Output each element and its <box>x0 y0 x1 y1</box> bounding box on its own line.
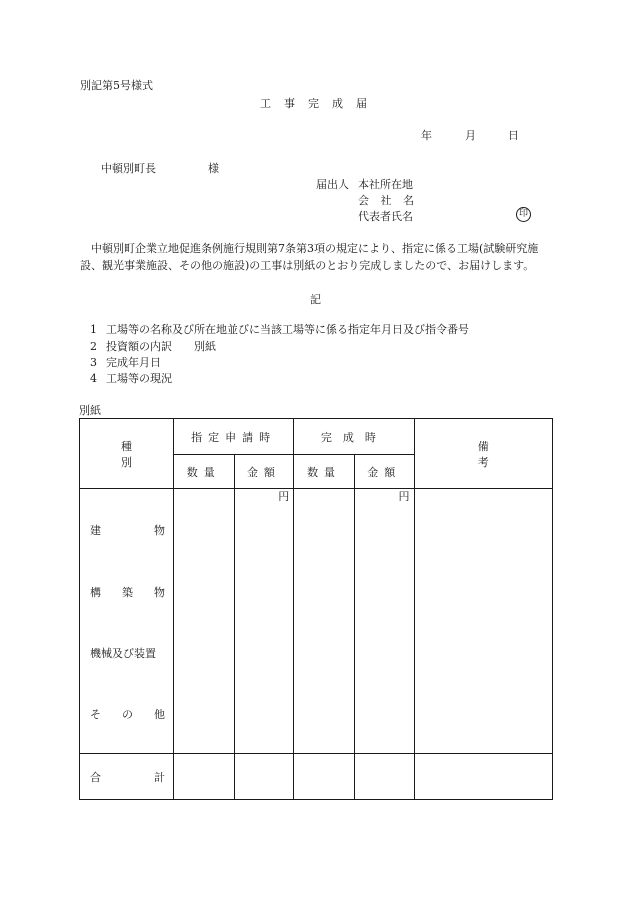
page-title: 工事完成届 <box>260 97 380 110</box>
item-text: 工場等の名称及び所在地並びに当該工場等に係る指定年月日及び指令番号 <box>106 323 469 336</box>
kind-header: 種別 <box>80 419 174 489</box>
completed-amount-header: 金額 <box>354 455 414 489</box>
designated-quantity-cell[interactable] <box>173 489 234 754</box>
total-designated-amount[interactable] <box>234 754 294 800</box>
item-number: 2 <box>90 340 97 353</box>
seal-mark: 印 <box>516 207 531 222</box>
list-item <box>90 323 469 337</box>
total-label-a: 合 <box>90 770 101 784</box>
kind-structure: 構 築 物 <box>90 586 165 599</box>
kind-cell <box>80 489 174 754</box>
investment-table <box>79 418 553 800</box>
ki-heading: 記 <box>310 293 321 306</box>
item-number: 3 <box>90 356 97 369</box>
total-completed-amount[interactable] <box>354 754 414 800</box>
total-designated-quantity[interactable] <box>173 754 234 800</box>
sheet-label: 別紙 <box>79 404 101 417</box>
completed-amount-cell[interactable] <box>354 489 414 754</box>
kind-other: そ の 他 <box>90 708 165 721</box>
total-note[interactable] <box>414 754 552 800</box>
date-month: 月 <box>465 129 476 142</box>
kind-building: 建 物 <box>90 524 165 537</box>
designated-amount-cell[interactable] <box>234 489 294 754</box>
total-label-cell <box>80 754 174 800</box>
date-year: 年 <box>421 129 432 142</box>
applicant-label: 届出人 <box>316 178 349 191</box>
kind-machinery: 機械及び装置 <box>90 647 156 660</box>
item-number: 1 <box>90 323 97 336</box>
list-item <box>90 356 161 370</box>
designated-header: 指定申請時 <box>173 419 293 455</box>
addressee-name: 中頓別町長 <box>101 162 156 175</box>
note-cell[interactable] <box>414 489 552 754</box>
date-day: 日 <box>508 129 519 142</box>
item-text: 投資額の内訳 別紙 <box>106 340 216 353</box>
item-number: 4 <box>90 372 97 385</box>
total-completed-quantity[interactable] <box>294 754 355 800</box>
representative-label: 代表者氏名 <box>358 210 413 223</box>
address-label: 本社所在地 <box>358 178 413 191</box>
completed-quantity-cell[interactable] <box>294 489 355 754</box>
completed-header: 完成時 <box>294 419 414 455</box>
form-id: 別記第5号様式 <box>80 79 153 92</box>
completed-quantity-header: 数量 <box>294 455 355 489</box>
company-label: 会 社 名 <box>358 194 418 207</box>
designated-quantity-header: 数量 <box>173 455 234 489</box>
yen-unit: 円 <box>278 490 290 503</box>
list-item <box>90 340 216 354</box>
addressee-honorific: 様 <box>208 162 219 175</box>
item-text: 工場等の現況 <box>106 372 172 385</box>
yen-unit: 円 <box>398 490 410 503</box>
item-text: 完成年月日 <box>106 356 161 369</box>
total-label-b: 計 <box>153 770 165 784</box>
designated-amount-header: 金額 <box>234 455 294 489</box>
list-item <box>90 372 172 386</box>
note-header: 備考 <box>414 419 552 489</box>
body-text: 中頓別町企業立地促進条例施行規則第7条第3項の規定により、指定に係る工場(試験研究施設、観光事業施設、その他の施設)の工事は別紙のとおり完成しましたので、お届けします。 <box>80 242 539 272</box>
